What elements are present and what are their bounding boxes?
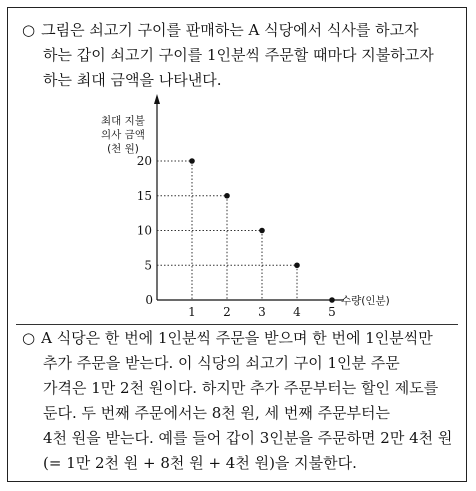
guide-lines (157, 161, 297, 300)
x-tick-label: 2 (223, 305, 231, 318)
y-tick-label: 15 (136, 188, 152, 203)
paragraph-line (22, 326, 462, 351)
x-tick-label: 5 (328, 305, 336, 318)
paragraph-line: (= 1만 2천 원 + 8천 원 + 4천 원)을 지불한다. (43, 454, 357, 472)
origin-label: 0 (145, 293, 153, 307)
data-points (189, 158, 335, 303)
y-tick-label: 5 (144, 258, 152, 273)
paragraph-line: 하는 최대 금액을 나타낸다. (43, 71, 222, 89)
bullet-circle-icon: ○ (22, 21, 36, 39)
y-tick-labels (137, 154, 152, 272)
y-tick-label: 20 (136, 154, 152, 168)
data-point (329, 297, 335, 303)
willingness-to-pay-chart (8, 8, 466, 318)
paragraph-line-text: 그림은 쇠고기 구이를 판매하는 A 식당에서 식사를 하고자 (41, 21, 419, 39)
y-axis-arrow-icon (154, 94, 160, 104)
x-tick-label: 3 (258, 305, 266, 318)
problem-box (7, 7, 467, 482)
data-point (189, 158, 195, 164)
x-tick-label: 1 (188, 305, 196, 318)
data-point (224, 193, 230, 199)
paragraph-line: 둔다. 두 번째 주문에서는 8천 원, 세 번째 주문부터는 (43, 404, 391, 422)
rules-paragraph (22, 326, 462, 476)
data-point (259, 228, 265, 234)
paragraph-line: 4천 원을 받는다. 예를 들어 갑이 3인분을 주문하면 2만 4천 원 (43, 429, 453, 447)
data-point (294, 262, 300, 268)
y-axis-label (101, 114, 145, 155)
y-axis-label-line: 최대 지불 (101, 115, 145, 127)
x-tick-labels (188, 305, 336, 318)
paragraph-line: 하는 갑이 쇠고기 구이를 1인분씩 주문할 때마다 지불하고자 (43, 46, 434, 64)
section-divider (16, 324, 458, 325)
paragraph-line-text: A 식당은 한 번에 1인분씩 주문을 받으며 한 번에 1인분씩만 (41, 329, 433, 347)
x-tick-label: 4 (293, 305, 301, 318)
x-axis-label: 수량(인분) (341, 295, 390, 307)
y-tick-label: 10 (136, 223, 152, 238)
y-axis-label-line: (천 원) (107, 143, 139, 155)
paragraph-line: 가격은 1만 2천 원이다. 하지만 추가 주문부터는 할인 제도를 (43, 379, 439, 397)
paragraph-line: 추가 주문을 받는다. 이 식당의 쇠고기 구이 1인분 주문 (43, 354, 400, 372)
bullet-circle-icon: ○ (22, 329, 36, 347)
y-axis-label-line: 의사 금액 (101, 129, 145, 141)
